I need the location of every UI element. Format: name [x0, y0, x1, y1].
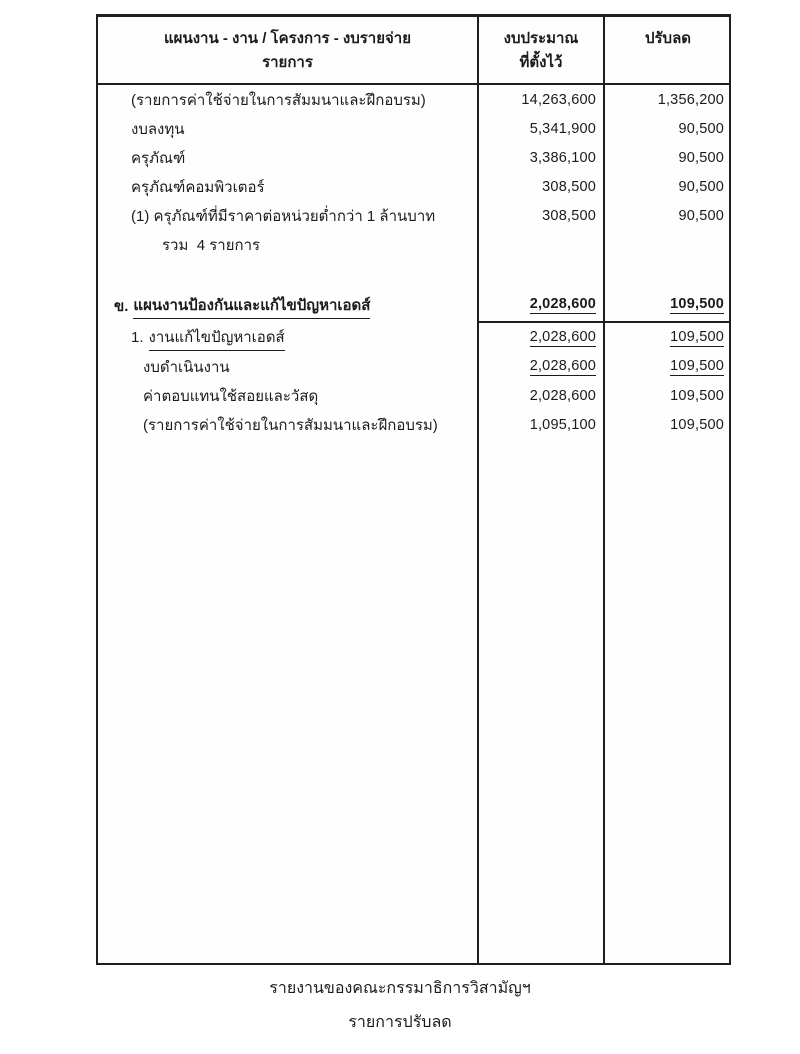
row-label-cell	[98, 85, 477, 114]
header-items-line1: แผนงาน - งาน / โครงการ - งบรายจ่าย	[163, 30, 412, 47]
row-budget-cell	[477, 381, 603, 410]
row-cut-cell	[603, 352, 731, 381]
row-label: ครุภัณฑ์คอมพิวเตอร์	[131, 178, 265, 196]
table-header-row	[98, 17, 729, 85]
row-cut-value: 1,356,200	[657, 91, 724, 108]
row-label: (รายการค่าใช้จ่ายในการสัมมนาและฝึกอบรม)	[131, 91, 426, 109]
row-cut-cell	[603, 381, 731, 410]
row-cut-cell	[603, 143, 731, 172]
row-label-cell	[98, 172, 477, 201]
row-cut-value: 109,500	[670, 387, 724, 404]
row-budget-value: 308,500	[542, 178, 596, 195]
row-label-cell	[98, 259, 477, 289]
row-label-cell	[98, 410, 477, 439]
row-label: งบดำเนินงาน	[143, 358, 230, 376]
row-label: รวม 4 รายการ	[162, 236, 261, 254]
row-cut-cell	[603, 230, 731, 259]
header-items-column	[98, 17, 477, 83]
row-budget-cell	[477, 289, 603, 323]
table-row	[98, 259, 729, 289]
row-cut-value: 109,500	[670, 357, 724, 374]
row-cut-cell	[603, 410, 731, 439]
row-budget-value: 2,028,600	[529, 387, 596, 404]
table-row	[98, 352, 729, 381]
row-label: งานแก้ไขปัญหาเอดส์	[149, 325, 285, 351]
table-row	[98, 323, 729, 352]
row-budget-value: 5,341,900	[529, 120, 596, 137]
row-budget-value: 3,386,100	[529, 149, 596, 166]
table-row	[98, 172, 729, 201]
row-budget-cell	[477, 143, 603, 172]
row-cut-cell	[603, 85, 731, 114]
row-label-cell	[98, 143, 477, 172]
row-budget-cell	[477, 230, 603, 259]
row-label: แผนงานป้องกันและแก้ไขปัญหาเอดส์	[133, 293, 370, 319]
table-row	[98, 230, 729, 259]
header-budget-column	[477, 17, 603, 83]
row-cut-cell	[603, 114, 731, 143]
footer-report-title: รายงานของคณะกรรมาธิการวิสามัญฯ	[269, 980, 531, 997]
budget-table	[96, 14, 731, 965]
row-cut-value: 90,500	[678, 149, 724, 166]
row-label: (รายการค่าใช้จ่ายในการสัมมนาและฝึกอบรม)	[143, 416, 438, 434]
row-cut-value: 109,500	[670, 328, 724, 345]
row-budget-cell	[477, 410, 603, 439]
row-label-cell	[98, 323, 477, 352]
row-budget-value: 1,095,100	[529, 416, 596, 433]
row-budget-cell	[477, 114, 603, 143]
row-budget-cell	[477, 172, 603, 201]
table-row	[98, 381, 729, 410]
row-label-cell	[98, 289, 477, 323]
page-footer	[0, 972, 800, 1040]
header-cut-label: ปรับลด	[644, 30, 692, 47]
row-cut-value: 109,500	[670, 296, 724, 312]
row-cut-value: 90,500	[678, 178, 724, 195]
header-items-line2: รายการ	[262, 54, 313, 71]
row-cut-cell	[603, 323, 731, 352]
row-label: ครุภัณฑ์	[131, 149, 186, 167]
table-filler-row	[98, 439, 729, 963]
row-budget-cell	[477, 85, 603, 114]
row-budget-value: 2,028,600	[529, 296, 596, 312]
row-budget-cell	[477, 323, 603, 352]
row-label-cell	[98, 201, 477, 230]
row-budget-value: 308,500	[542, 207, 596, 224]
row-cut-value: 90,500	[678, 207, 724, 224]
table-row	[98, 410, 729, 439]
row-label-cell	[98, 230, 477, 259]
row-cut-cell	[603, 289, 731, 323]
row-cut-cell	[603, 259, 731, 289]
row-label: (1) ครุภัณฑ์ที่มีราคาต่อหน่วยต่ำกว่า 1 ล้านบาท	[131, 207, 436, 225]
row-label: งบลงทุน	[131, 120, 185, 138]
table-row	[98, 143, 729, 172]
row-prefix: ข.	[114, 298, 129, 315]
footer-subtitle: รายการปรับลด	[348, 1014, 452, 1031]
row-budget-value: 2,028,600	[529, 328, 596, 345]
row-budget-value: 14,263,600	[521, 91, 596, 108]
table-body	[98, 85, 729, 963]
table-row	[98, 201, 729, 230]
row-prefix: 1.	[131, 329, 144, 346]
row-label-cell	[98, 114, 477, 143]
table-row	[98, 289, 729, 323]
row-cut-cell	[603, 172, 731, 201]
row-label-cell	[98, 352, 477, 381]
row-label-cell	[98, 381, 477, 410]
row-budget-value: 2,028,600	[529, 357, 596, 374]
row-budget-cell	[477, 352, 603, 381]
header-budget-line2: ที่ตั้งไว้	[519, 54, 563, 71]
header-budget-line1: งบประมาณ	[503, 30, 579, 47]
row-budget-cell	[477, 201, 603, 230]
table-row	[98, 85, 729, 114]
row-label: ค่าตอบแทนใช้สอยและวัสดุ	[143, 387, 319, 405]
row-cut-value: 90,500	[678, 120, 724, 137]
header-cut-column	[603, 17, 731, 83]
table-row	[98, 114, 729, 143]
row-cut-value: 109,500	[670, 416, 724, 433]
row-budget-cell	[477, 259, 603, 289]
row-cut-cell	[603, 201, 731, 230]
